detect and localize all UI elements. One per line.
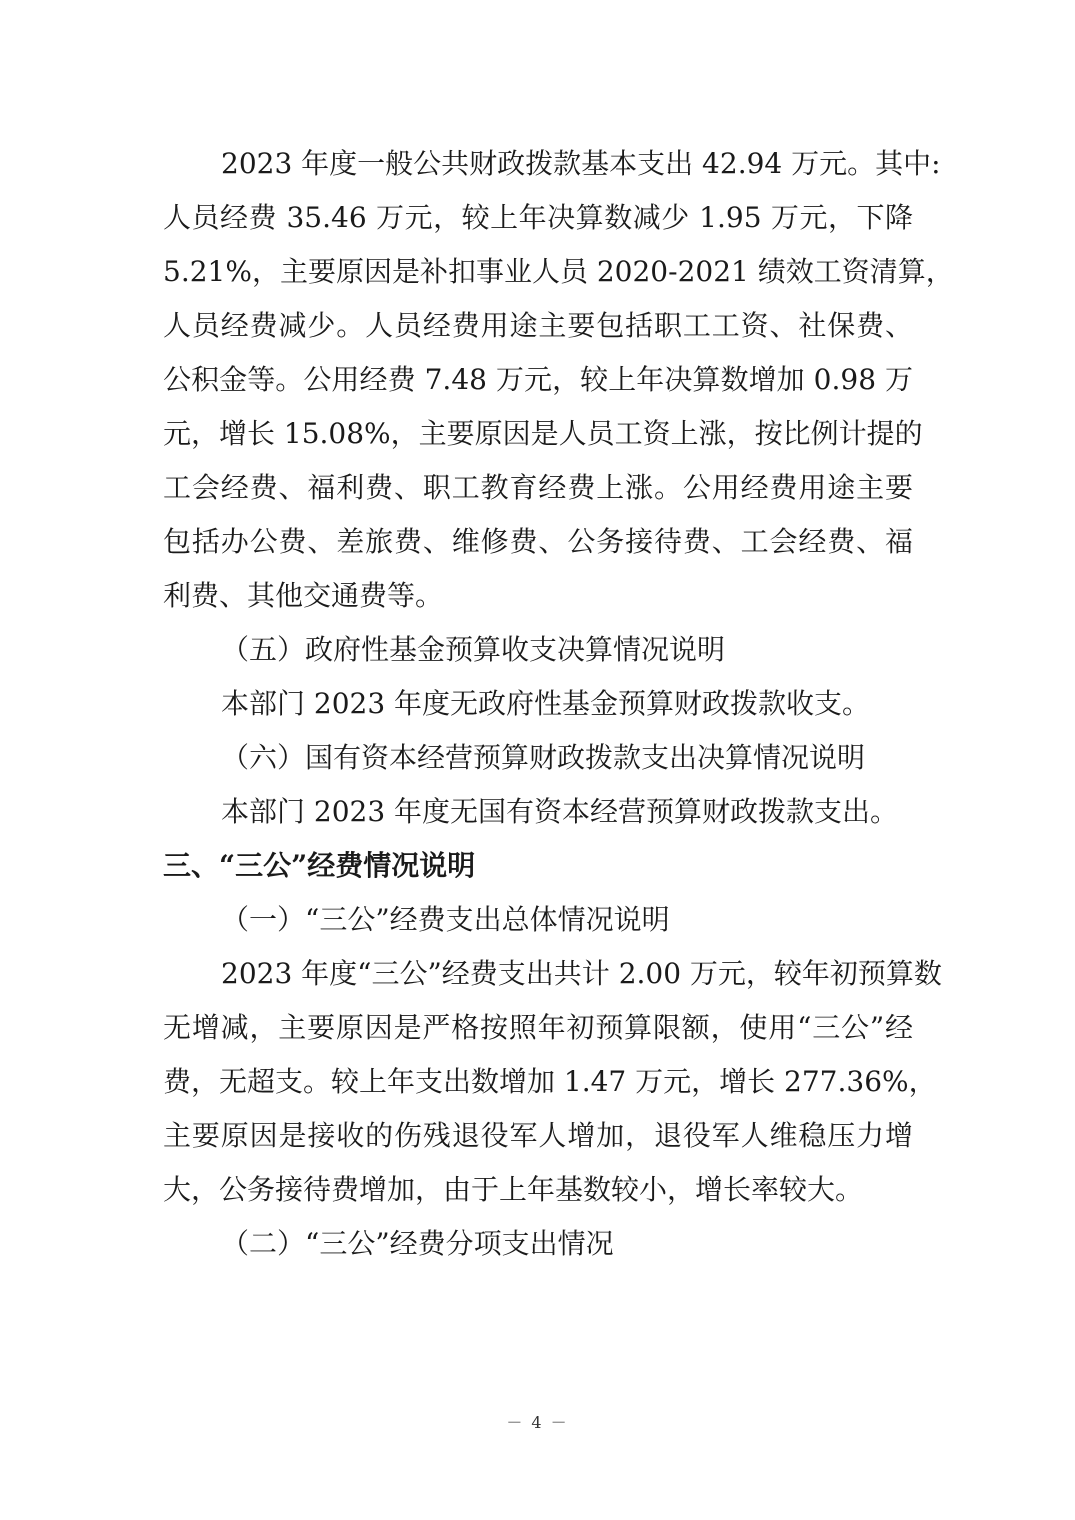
paragraph-line: 人员经费 35.46 万元，较上年决算数减少 1.95 万元，下降 <box>163 201 913 234</box>
section-heading: （六）国有资本经营预算财政拨款支出决算情况说明 <box>221 741 866 774</box>
page-number: － 4 － <box>506 1413 569 1432</box>
paragraph-line: 包括办公费、差旅费、维修费、公务接待费、工会经费、福 <box>163 525 913 558</box>
paragraph-line: 元，增长 15.08%，主要原因是人员工资上涨，按比例计提的 <box>163 417 923 450</box>
paragraph-line: 费，无超支。较上年支出数增加 1.47 万元，增长 277.36%， <box>163 1065 937 1098</box>
paragraph-line: 主要原因是接收的伤残退役军人增加，退役军人维稳压力增 <box>163 1119 913 1152</box>
paragraph-line: 大，公务接待费增加，由于上年基数较小，增长率较大。 <box>163 1173 864 1206</box>
chapter-heading: 三、“三公”经费情况说明 <box>163 849 476 882</box>
paragraph-line: 人员经费减少。人员经费用途主要包括职工工资、社保费、 <box>163 309 913 342</box>
paragraph-line: 无增减，主要原因是严格按照年初预算限额，使用“三公”经 <box>163 1011 913 1044</box>
subsection-heading: （一）“三公”经费支出总体情况说明 <box>221 903 670 936</box>
section-text: 本部门 2023 年度无国有资本经营预算财政拨款支出。 <box>221 795 899 828</box>
paragraph-line: 5.21%，主要原因是补扣事业人员 2020-2021 绩效工资清算， <box>163 255 954 288</box>
paragraph-line: 工会经费、福利费、职工教育经费上涨。公用经费用途主要 <box>163 471 913 504</box>
paragraph-line: 2023 年度一般公共财政拨款基本支出 42.94 万元。其中: <box>221 147 941 180</box>
paragraph-line: 2023 年度“三公”经费支出共计 2.00 万元，较年初预算数 <box>221 957 942 990</box>
paragraph-line: 公积金等。公用经费 7.48 万元，较上年决算数增加 0.98 万 <box>163 363 913 396</box>
section-text: 本部门 2023 年度无政府性基金预算财政拨款收支。 <box>221 687 871 720</box>
subsection-heading: （二）“三公”经费分项支出情况 <box>221 1227 614 1260</box>
paragraph-line: 利费、其他交通费等。 <box>163 579 444 612</box>
section-heading: （五）政府性基金预算收支决算情况说明 <box>221 633 726 666</box>
